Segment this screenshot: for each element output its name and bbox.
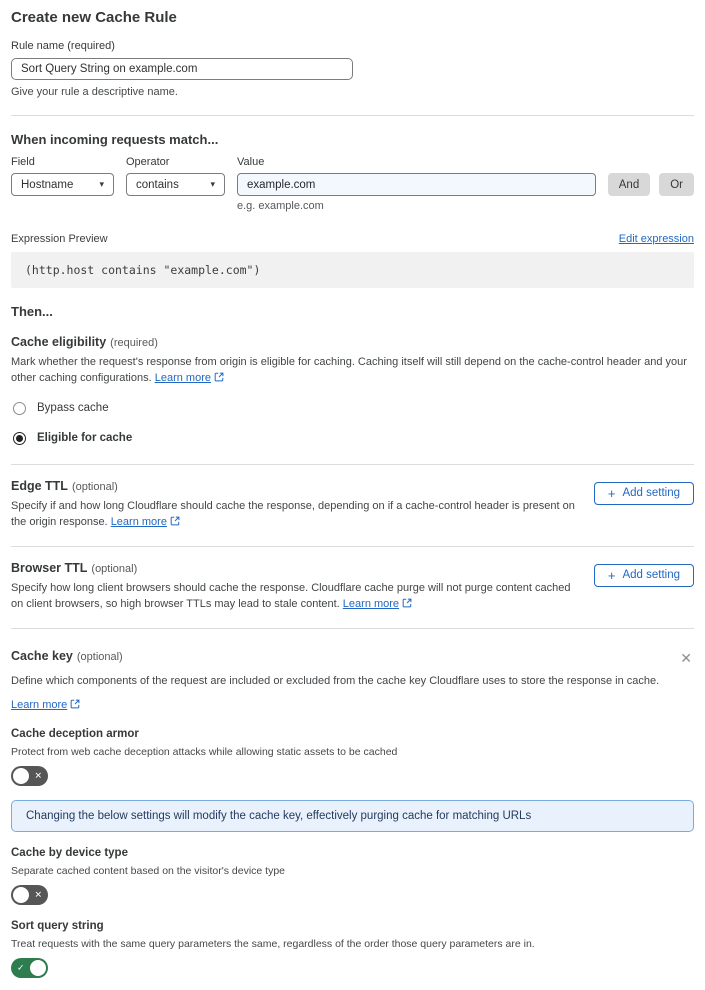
expression-preview-label: Expression Preview: [11, 233, 108, 245]
value-input[interactable]: [237, 173, 596, 196]
divider: [11, 546, 694, 547]
cache-key-header: [11, 649, 694, 667]
toggle-knob: [30, 960, 46, 976]
page-title: Create new Cache Rule: [11, 9, 177, 26]
cache-eligibility-description: Mark whether the request's response from origin is eligible for caching. Caching itself will still depend on the cache-control header and your other caching configurations. Learn more: [11, 356, 687, 384]
setting-title: Sort query string: [11, 919, 104, 932]
divider: [11, 464, 694, 465]
and-button[interactable]: And: [608, 173, 650, 196]
bypass-cache-radio[interactable]: [11, 400, 694, 417]
edge-ttl-text: [11, 479, 583, 531]
external-link-icon: [170, 516, 180, 526]
setting-description: Protect from web cache deception attacks while allowing static assets to be cached: [11, 745, 398, 758]
operator-label: Operator: [126, 156, 170, 168]
setting-title: Cache by device type: [11, 846, 128, 859]
required-badge: (required): [110, 337, 158, 349]
browser-ttl-text: [11, 561, 583, 613]
toggle-on-icon: ✓: [17, 962, 25, 973]
radio-label: Eligible for cache: [37, 432, 133, 445]
toggle-off-icon: ✕: [34, 889, 42, 900]
conjunction-buttons: [608, 156, 694, 196]
cache-deception-armor-toggle[interactable]: [11, 766, 48, 786]
operator-select[interactable]: [126, 173, 225, 196]
toggle-knob: [13, 887, 29, 903]
external-link-icon: [214, 372, 224, 382]
field-label: Field: [11, 156, 35, 168]
setting-description: Separate cached content based on the visitor's device type: [11, 864, 286, 877]
browser-ttl-description: Specify how long client browsers should cache the response. Cloudflare cache purge will not purge content cached on client browsers, so high browser TTLs may lead to stale content. Learn more: [11, 581, 571, 610]
toggle-knob: [13, 768, 29, 784]
learn-more-link[interactable]: Learn more: [11, 699, 80, 711]
radio-icon: [13, 432, 26, 445]
cache-eligibility-heading: [11, 335, 694, 349]
cache-by-device-type-toggle[interactable]: [11, 885, 48, 905]
edit-expression-link[interactable]: Edit expression: [618, 233, 694, 245]
rule-name-help: Give your rule a descriptive name.: [11, 86, 178, 98]
operator-select-value: contains: [136, 178, 179, 191]
expression-preview-row: [11, 233, 694, 245]
operator-column: [126, 156, 225, 196]
cache-key-notice: Changing the below settings will modify the cache key, effectively purging cache for matching URLs: [11, 800, 694, 832]
sort-query-string-toggle[interactable]: [11, 958, 48, 978]
radio-label: Bypass cache: [37, 402, 109, 415]
browser-ttl-section: [11, 561, 694, 613]
then-section-heading: Then...: [11, 304, 53, 319]
sort-query-string-setting: [11, 920, 694, 978]
eligible-for-cache-radio[interactable]: [11, 430, 694, 447]
edge-ttl-heading: Edge TTL (optional): [11, 478, 118, 493]
cache-key-heading: Cache key (optional): [11, 648, 123, 663]
rule-name-group: [11, 40, 694, 98]
close-icon[interactable]: ✕: [680, 649, 692, 666]
edge-ttl-description: Specify if and how long Cloudflare should cache the response, depending on if a cache-control header is present on the origin response. Learn more: [11, 499, 575, 528]
external-link-icon: [402, 598, 412, 608]
cache-eligibility-title: Cache eligibility: [11, 335, 107, 349]
plus-icon: +: [607, 485, 616, 501]
edge-ttl-section: [11, 479, 694, 531]
value-column: [237, 156, 596, 196]
plus-icon: +: [607, 567, 616, 583]
field-select[interactable]: [11, 173, 114, 196]
setting-title: Cache deception armor: [11, 727, 139, 740]
expression-preview-code: (http.host contains "example.com"): [11, 252, 694, 288]
divider: [11, 628, 694, 629]
learn-more-link[interactable]: Learn more: [111, 516, 180, 528]
value-help: e.g. example.com: [237, 200, 324, 212]
chevron-down-icon: ▾: [99, 179, 104, 189]
external-link-icon: [70, 699, 80, 709]
cache-key-description: Define which components of the request are included or excluded from the cache key Cloudflare uses to store the response in cache.: [11, 674, 660, 687]
browser-ttl-add-setting-button[interactable]: + Add setting: [594, 564, 694, 587]
setting-description: Treat requests with the same query parameters the same, regardless of the order those query parameters are in.: [11, 937, 535, 950]
field-select-value: Hostname: [21, 178, 74, 191]
or-button[interactable]: Or: [659, 173, 694, 196]
optional-badge: (optional): [71, 480, 118, 493]
match-condition-row: [11, 156, 694, 196]
optional-badge: (optional): [91, 562, 138, 575]
edge-ttl-add-setting-button[interactable]: + Add setting: [594, 482, 694, 505]
cache-by-device-type-setting: [11, 847, 694, 905]
chevron-down-icon: ▾: [210, 179, 215, 189]
divider: [11, 115, 694, 116]
rule-name-label: Rule name (required): [11, 40, 115, 52]
learn-more-link[interactable]: Learn more: [155, 372, 224, 384]
browser-ttl-heading: Browser TTL (optional): [11, 560, 138, 575]
toggle-off-icon: ✕: [34, 770, 42, 781]
value-label: Value: [237, 156, 265, 168]
optional-badge: (optional): [76, 650, 123, 663]
field-column: [11, 156, 114, 196]
cache-deception-armor-setting: [11, 728, 694, 786]
radio-icon: [13, 402, 26, 415]
learn-more-link[interactable]: Learn more: [343, 598, 412, 610]
rule-name-input[interactable]: [11, 58, 353, 80]
cache-key-learn-more: [11, 695, 694, 713]
match-section-heading: When incoming requests match...: [11, 132, 219, 147]
